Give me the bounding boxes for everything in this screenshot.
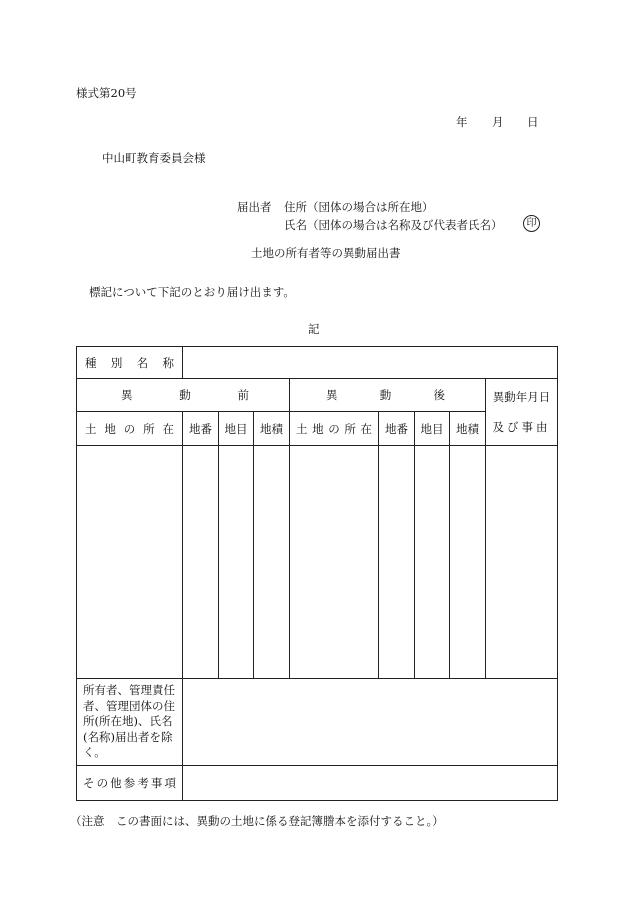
col-location-before-label: 土 地 の 所 在 [85,421,174,436]
other-label: そ の 他 参 考 事 項 [83,776,176,790]
before-label: 異 動 前 [121,388,249,402]
col-category-before: 地目 [219,412,254,446]
col-location-after [290,412,379,446]
entry-location-before[interactable] [77,446,183,679]
after-label: 異 動 後 [326,388,445,402]
transfer-table [76,346,558,801]
col-lot-before: 地番 [183,412,219,446]
type-label-cell [77,347,183,379]
date-month: 月 [492,115,504,129]
date-reason-line1: 異動年月日 [492,390,551,404]
applicant-label: 届出者 [237,200,272,214]
col-lot-after: 地番 [379,412,415,446]
date-reason-line2: 及び事由 [492,420,551,434]
entry-lot-before[interactable] [183,446,219,679]
ki-heading: 記 [308,322,320,336]
entry-category-before[interactable] [219,446,254,679]
entry-area-after[interactable] [450,446,486,679]
intro-text: 標記について下記のとおり届け出ます。 [89,285,295,299]
col-location-before [77,412,183,446]
type-input-cell[interactable] [183,347,558,379]
date-year: 年 [456,115,468,129]
addressee: 中山町教育委員会様 [102,151,206,165]
col-area-before: 地積 [254,412,290,446]
owner-note-cell: 所有者、管理責任者、管理団体の住所(所在地)、氏名(名称)届出者を除く。 [77,679,183,766]
entry-category-after[interactable] [415,446,450,679]
date-reason-header [486,379,558,446]
other-input-cell[interactable] [183,766,558,801]
applicant-address: 住所（団体の場合は所在地） [284,200,434,214]
document-title: 土地の所有者等の異動届出書 [251,246,401,260]
owner-input-cell[interactable] [183,679,558,766]
type-label: 種 別 名 称 [85,355,174,370]
entry-location-after[interactable] [290,446,379,679]
col-category-after: 地目 [415,412,450,446]
seal-mark [523,215,540,232]
other-label-cell [77,766,183,801]
after-header [290,379,486,412]
date-day: 日 [527,115,539,129]
entry-area-before[interactable] [254,446,290,679]
entry-date-reason[interactable] [486,446,558,679]
col-location-after-label: 土 地 の 所 在 [296,421,372,436]
applicant-name: 氏名（団体の場合は名称及び代表者氏名） [284,218,503,232]
entry-lot-after[interactable] [379,446,415,679]
seal-icon: 印 [523,215,540,232]
before-header [77,379,290,412]
col-area-after: 地積 [450,412,486,446]
footnote: （注意 この書面には、異動の土地に係る登記簿謄本を添付すること。） [70,814,444,828]
form-number: 様式第20号 [76,86,137,100]
